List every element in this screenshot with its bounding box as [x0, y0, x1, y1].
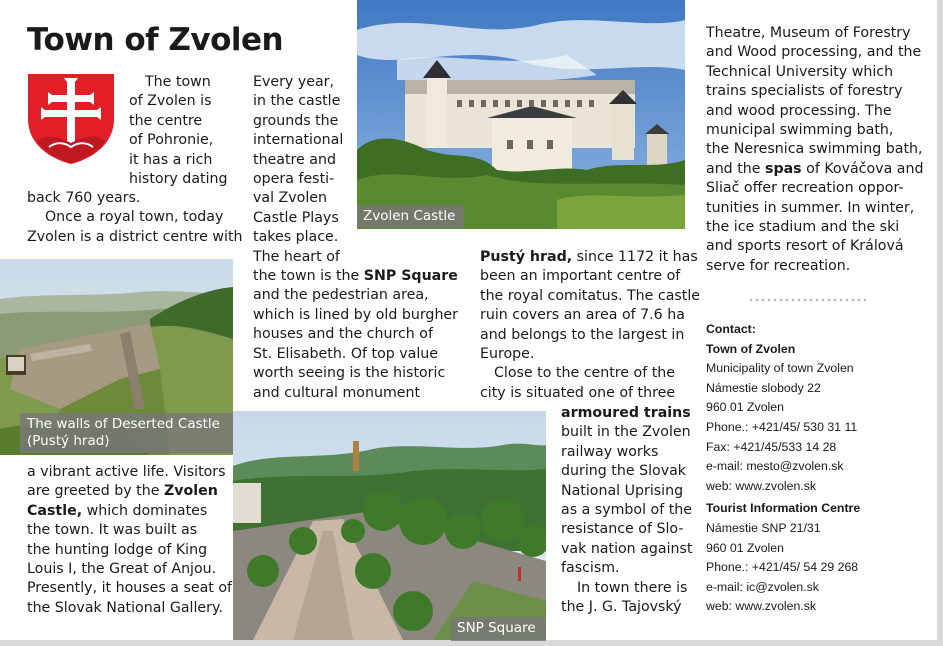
text-line: railway works	[561, 443, 659, 460]
intro-line: of Zvolen is	[129, 93, 212, 110]
contact-line: Municipality of town Zvolen	[706, 361, 854, 376]
caption-snp-square: SNP Square	[451, 617, 546, 641]
text-line: Close to the centre of the	[494, 365, 676, 382]
text-line: Presently, it houses a seat of	[27, 580, 233, 597]
text-line: and belongs to the largest in	[480, 326, 685, 343]
contact-line: Námestie slobody 22	[706, 380, 821, 395]
intro-text-cont	[27, 189, 243, 247]
text-line: theatre and	[253, 151, 336, 168]
contact-org-name: Tourist Information Centre	[706, 501, 861, 516]
text-line: St. Elisabeth. Of top value	[253, 345, 439, 362]
text-line: been an important centre of	[480, 268, 681, 285]
text-line	[27, 502, 232, 521]
text-line: Europe.	[480, 346, 535, 363]
contact-web[interactable]: web: www.zvolen.sk	[706, 478, 817, 493]
intro-line: back 760 years.	[27, 190, 141, 206]
text-line: fascism.	[561, 560, 620, 577]
contact-phone: Phone.: +421/45/ 530 31 11	[706, 419, 858, 434]
intro-line: the centre	[129, 112, 203, 129]
text-line	[27, 482, 232, 501]
text-line: Castle Plays	[253, 209, 339, 226]
contact-email[interactable]: e-mail: ic@zvolen.sk	[706, 579, 819, 594]
text-line: the town. It was built as	[27, 522, 198, 539]
text-line: the ice stadium and the ski	[706, 219, 900, 236]
text-line: the Slovak National Gallery.	[27, 599, 223, 616]
text-line: resistance of Slo-	[561, 521, 684, 538]
intro-line: of Pohronie,	[129, 132, 214, 149]
text-line: ruin covers an area of 7.6 ha	[480, 307, 685, 324]
text-line: municipal swimming bath,	[706, 122, 894, 139]
text-span: the town is the	[253, 268, 364, 285]
text-line: Theatre, Museum of Forestry	[706, 25, 911, 41]
text-line: trains specialists of forestry	[706, 83, 903, 100]
text-line: during the Slovak	[561, 463, 687, 480]
highlight-text: SNP Square	[363, 268, 458, 285]
text-line	[253, 267, 458, 286]
text-line: The heart of	[253, 248, 340, 265]
text-line: takes place.	[253, 229, 339, 246]
text-line: as a symbol of the	[561, 502, 693, 519]
text-line: National Uprising	[561, 482, 684, 499]
text-line: In town there is	[577, 579, 688, 596]
text-line	[480, 248, 700, 267]
col4-text	[706, 24, 923, 276]
highlight-text: spas	[765, 160, 802, 177]
highlight-text: Castle,	[27, 502, 83, 519]
text-line: the hunting lodge of King	[27, 541, 208, 558]
text-span: since 1172 it has	[572, 249, 698, 265]
coat-of-arms-icon	[27, 73, 115, 165]
text-line: built in the Zvolen	[561, 424, 691, 441]
text-line: and wood processing. The	[706, 102, 892, 119]
text-line: a vibrant active life. Visitors	[27, 464, 226, 480]
caption-zvolen-castle: Zvolen Castle	[357, 205, 464, 228]
text-span: of Kováčova and	[801, 160, 924, 177]
text-line: the J. G. Tajovský	[561, 599, 682, 616]
contact-line: 960 01 Zvolen	[706, 540, 784, 555]
page-title: Town of Zvolen	[27, 22, 284, 58]
contact-heading: Contact:	[706, 322, 756, 336]
text-line: and sports resort of Králová	[706, 238, 904, 255]
contact-phone: Phone.: +421/45/ 54 29 268	[706, 560, 859, 575]
contact-line: 960 01 Zvolen	[706, 400, 784, 415]
text-line: vak nation against	[561, 540, 693, 557]
dotted-divider	[748, 298, 870, 302]
intro-text	[129, 73, 228, 189]
text-line: and the pedestrian area,	[253, 287, 429, 304]
intro-line: it has a rich	[129, 151, 213, 168]
text-line: Technical University which	[706, 63, 894, 80]
text-line: the royal comitatus. The castle	[480, 287, 701, 304]
intro-line: history dating	[129, 171, 228, 188]
text-line: tunities in summer. In winter,	[706, 199, 915, 216]
text-line: opera festi-	[253, 171, 335, 188]
text-line: Sliač offer recreation oppor-	[706, 180, 904, 197]
contact-block	[706, 320, 860, 617]
caption-line: (Pustý hrad)	[27, 433, 110, 449]
text-line: houses and the church of	[253, 326, 433, 343]
caption-line: The walls of Deserted Castle	[27, 416, 220, 432]
text-line: international	[253, 132, 344, 149]
intro-line: The town	[145, 74, 211, 90]
text-line: Louis I, the Great of Anjou.	[27, 561, 217, 578]
text-line: the Neresnica swimming bath,	[706, 141, 923, 158]
highlight-text: Zvolen	[163, 483, 218, 500]
text-line: Every year,	[253, 74, 334, 90]
col1-bottom-text	[27, 463, 232, 618]
text-line: and cultural monument	[253, 384, 421, 401]
text-span: and the	[706, 160, 765, 177]
highlight-text: Pustý hrad,	[480, 249, 573, 265]
contact-fax: Fax: +421/45/533 14 28	[706, 439, 837, 454]
contact-line: Námestie SNP 21/31	[706, 520, 821, 535]
text-line: in the castle	[253, 93, 341, 110]
contact-web[interactable]: web: www.zvolen.sk	[706, 599, 817, 614]
text-line: serve for recreation.	[706, 257, 851, 274]
col3-text-top	[480, 248, 700, 403]
zvolen-castle-photo	[357, 0, 685, 229]
text-span: which dominates	[82, 502, 208, 519]
text-line	[706, 160, 923, 179]
text-line: and Wood processing, and the	[706, 44, 922, 61]
contact-org-name: Town of Zvolen	[706, 341, 796, 356]
text-span: are greeted by the	[27, 483, 164, 500]
text-line: grounds the	[253, 112, 339, 129]
royal-line: Zvolen is a district centre with	[27, 228, 243, 245]
royal-line: Once a royal town, today	[45, 209, 224, 226]
col3-text-bottom	[561, 404, 692, 617]
text-line: worth seeing is the historic	[253, 365, 446, 382]
highlight-text: armoured trains	[561, 405, 691, 421]
text-line: which is lined by old burgher	[253, 306, 458, 323]
text-line: val Zvolen	[253, 190, 327, 207]
contact-email[interactable]: e-mail: mesto@zvolen.sk	[706, 459, 844, 474]
snp-square-photo	[233, 411, 546, 640]
text-line: city is situated one of three	[480, 384, 676, 401]
caption-deserted-castle	[20, 413, 234, 453]
